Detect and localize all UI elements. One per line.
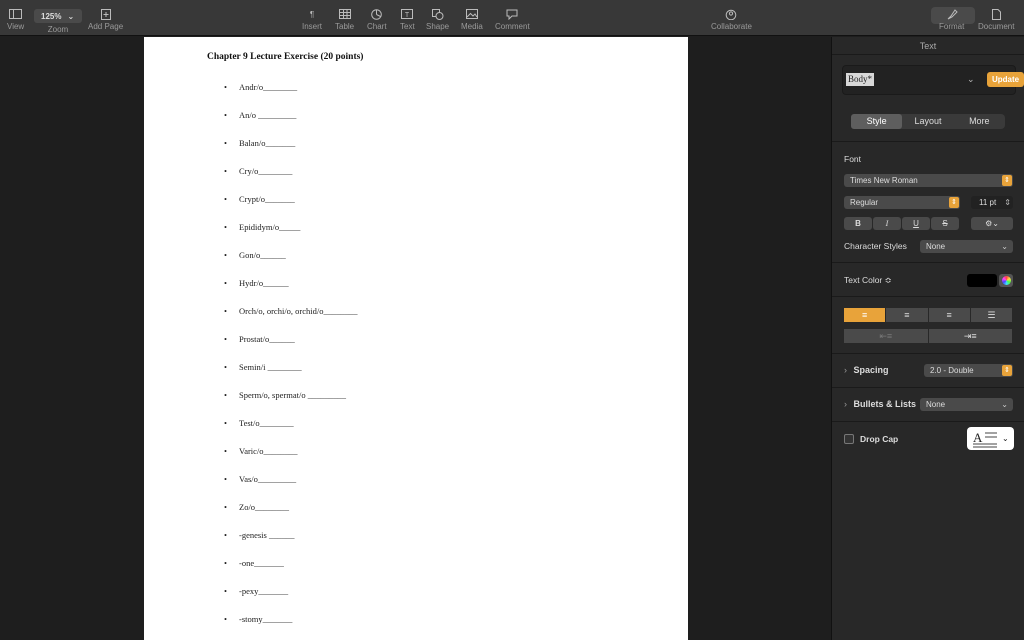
list-item-text[interactable]: Semin/i ________ xyxy=(239,362,302,372)
align-justify-icon[interactable]: ☰ xyxy=(971,308,1012,322)
list-item-text[interactable]: Epididym/o_____ xyxy=(239,222,301,232)
bullet-icon: • xyxy=(224,586,227,596)
bullet-icon: • xyxy=(224,530,227,540)
divider xyxy=(832,353,1024,354)
zoom-dropdown[interactable]: 125% ⌄ xyxy=(34,9,82,23)
format-button[interactable]: Format xyxy=(939,8,964,31)
bullet-icon: • xyxy=(224,558,227,568)
list-item-text[interactable]: -one_______ xyxy=(239,558,284,568)
document-page[interactable] xyxy=(144,37,688,640)
bullet-icon: • xyxy=(224,82,227,92)
view-button[interactable]: View xyxy=(7,8,24,31)
update-style-button[interactable]: Update xyxy=(987,72,1024,87)
stepper-arrows-icon[interactable]: ⇕ xyxy=(1004,198,1011,207)
chevron-down-icon: ⌄ xyxy=(1001,400,1008,409)
list-item-text[interactable]: Varic/o________ xyxy=(239,446,298,456)
toolbar xyxy=(0,0,1024,36)
divider xyxy=(832,421,1024,422)
chart-icon xyxy=(371,8,382,20)
list-item-text[interactable]: An/o _________ xyxy=(239,110,297,120)
list-item-text[interactable]: Balan/o_______ xyxy=(239,138,296,148)
inspector-title: Text xyxy=(919,41,937,51)
bullet-icon: • xyxy=(224,446,227,456)
bullet-icon: • xyxy=(224,166,227,176)
document-button[interactable]: Document xyxy=(978,8,1014,31)
tab-style[interactable]: Style xyxy=(851,114,902,129)
bullet-icon: • xyxy=(224,418,227,428)
color-wheel-icon xyxy=(1002,276,1011,285)
list-item-text[interactable]: Sperm/o, spermat/o _________ xyxy=(239,390,346,400)
collaborate-icon xyxy=(725,8,737,20)
paragraph-style-name[interactable]: Body* xyxy=(848,74,873,84)
svg-text:T: T xyxy=(405,12,410,19)
shape-icon xyxy=(432,8,444,20)
list-item-text[interactable]: -stomy_______ xyxy=(239,614,293,624)
text-color-label[interactable]: Text Color ≎ xyxy=(844,275,892,285)
character-styles-select[interactable]: None ⌄ xyxy=(920,240,1013,253)
list-item-text[interactable]: Cry/o________ xyxy=(239,166,293,176)
comment-icon xyxy=(506,8,518,20)
chevron-right-icon: › xyxy=(844,399,847,409)
paragraph-style-box xyxy=(842,65,1020,95)
indent-buttons xyxy=(844,329,1012,343)
list-item-text[interactable]: -genesis ______ xyxy=(239,530,295,540)
font-weight-select[interactable]: Regular ⇕ xyxy=(844,196,960,209)
text-options-button[interactable] xyxy=(971,217,1013,230)
text-box-icon xyxy=(401,8,413,20)
chevron-down-icon: ⌄ xyxy=(1001,242,1008,251)
photo-icon xyxy=(466,8,478,20)
bullet-icon: • xyxy=(224,390,227,400)
bullet-icon: • xyxy=(224,362,227,372)
bullet-icon: • xyxy=(224,250,227,260)
bullets-select[interactable]: None ⌄ xyxy=(920,398,1013,411)
comment-button[interactable]: Comment xyxy=(495,8,530,31)
bullet-icon: • xyxy=(224,138,227,148)
popup-arrows-icon: ⇕ xyxy=(1002,175,1012,186)
bullet-icon: • xyxy=(224,502,227,512)
align-left-icon[interactable]: ≡ xyxy=(844,308,885,322)
character-styles-label: Character Styles xyxy=(844,241,907,251)
spacing-disclosure[interactable]: › Spacing xyxy=(844,365,889,375)
list-item-text[interactable]: Gon/o______ xyxy=(239,250,286,260)
list-item-text[interactable]: Vas/o_________ xyxy=(239,474,297,484)
chevron-right-icon: › xyxy=(844,365,847,375)
bullet-icon: • xyxy=(224,110,227,120)
document-canvas[interactable] xyxy=(0,37,831,640)
inspector-tabs xyxy=(851,114,1005,129)
chevron-down-icon[interactable]: ⌄ xyxy=(967,74,975,84)
drop-cap-checkbox[interactable] xyxy=(844,434,854,444)
text-button[interactable]: T Text xyxy=(400,8,415,31)
alignment-buttons xyxy=(844,308,1012,322)
add-page-icon xyxy=(101,8,111,20)
bold-button[interactable]: B xyxy=(844,217,872,230)
increase-indent-icon[interactable]: ⇥≡ xyxy=(929,329,1013,343)
chevron-down-icon: ⌄ xyxy=(67,11,75,21)
list-item-text[interactable]: Test/o________ xyxy=(239,418,294,428)
bullet-icon: • xyxy=(224,194,227,204)
bullets-disclosure[interactable]: › Bullets & Lists xyxy=(844,399,917,409)
zoom-label: Zoom xyxy=(47,25,69,34)
bullet-icon: • xyxy=(224,474,227,484)
paintbrush-icon xyxy=(946,8,958,20)
svg-text:⌄: ⌄ xyxy=(1002,434,1009,443)
media-button[interactable]: Media xyxy=(461,8,483,31)
list-item-text[interactable]: Crypt/o_______ xyxy=(239,194,295,204)
drop-cap-icon xyxy=(967,427,1014,450)
underline-button[interactable]: U xyxy=(902,217,930,230)
gear-icon: ⚙⌄ xyxy=(985,219,999,228)
list-item-text[interactable]: Andr/o________ xyxy=(239,82,298,92)
paragraph-icon: ¶ xyxy=(309,9,315,19)
table-icon xyxy=(339,8,351,20)
font-family-select[interactable]: Times New Roman ⇕ xyxy=(844,174,1013,187)
list-item-text[interactable]: Zo/o________ xyxy=(239,502,290,512)
document-icon xyxy=(992,8,1001,20)
svg-text:A: A xyxy=(973,430,983,445)
italic-button[interactable]: I xyxy=(873,217,901,230)
popup-arrows-icon: ⇕ xyxy=(1002,365,1012,376)
spacing-select[interactable]: 2.0 - Double ⇕ xyxy=(924,364,1013,377)
list-item-text[interactable]: -pexy_______ xyxy=(239,586,289,596)
insert-button[interactable]: ¶ Insert xyxy=(302,9,323,31)
tab-layout[interactable]: Layout xyxy=(914,116,942,126)
divider xyxy=(832,141,1024,142)
sidebar-view-icon xyxy=(9,8,22,20)
add-page-button[interactable]: Add Page xyxy=(88,8,123,31)
decrease-indent-icon[interactable]: ⇤≡ xyxy=(844,329,928,343)
color-picker-button[interactable] xyxy=(999,274,1013,287)
bullet-icon: • xyxy=(224,614,227,624)
bullet-icon: • xyxy=(224,334,227,344)
drop-cap-style-button[interactable] xyxy=(967,427,1014,450)
list-item-text[interactable]: Prostat/o______ xyxy=(239,334,295,344)
popup-arrows-icon: ⇕ xyxy=(949,197,959,208)
table-button[interactable]: Table xyxy=(335,8,354,31)
font-size-stepper[interactable]: 11 pt ⇕ xyxy=(971,196,1013,209)
divider xyxy=(832,387,1024,388)
strikethrough-button[interactable]: S xyxy=(931,217,959,230)
align-center-icon[interactable]: ≡ xyxy=(886,308,927,322)
drop-cap-label: Drop Cap xyxy=(860,434,899,444)
tab-more[interactable]: More xyxy=(969,116,990,126)
bullet-icon: • xyxy=(224,222,227,232)
shape-button[interactable]: Shape xyxy=(426,8,449,31)
font-section-label: Font xyxy=(844,154,862,164)
document-heading[interactable]: Chapter 9 Lecture Exercise (20 points) xyxy=(207,52,364,62)
chart-button[interactable]: Chart xyxy=(367,8,387,31)
list-item-text[interactable]: Orch/o, orchi/o, orchid/o________ xyxy=(239,306,358,316)
divider xyxy=(832,262,1024,263)
text-color-well[interactable] xyxy=(967,274,997,287)
list-item-text[interactable]: Hydr/o______ xyxy=(239,278,289,288)
bullet-icon: • xyxy=(224,306,227,316)
divider xyxy=(832,296,1024,297)
bullet-icon: • xyxy=(224,278,227,288)
format-inspector xyxy=(831,37,1024,640)
divider xyxy=(832,54,1024,55)
align-right-icon[interactable]: ≡ xyxy=(929,308,970,322)
collaborate-button[interactable]: Collaborate xyxy=(711,8,752,31)
